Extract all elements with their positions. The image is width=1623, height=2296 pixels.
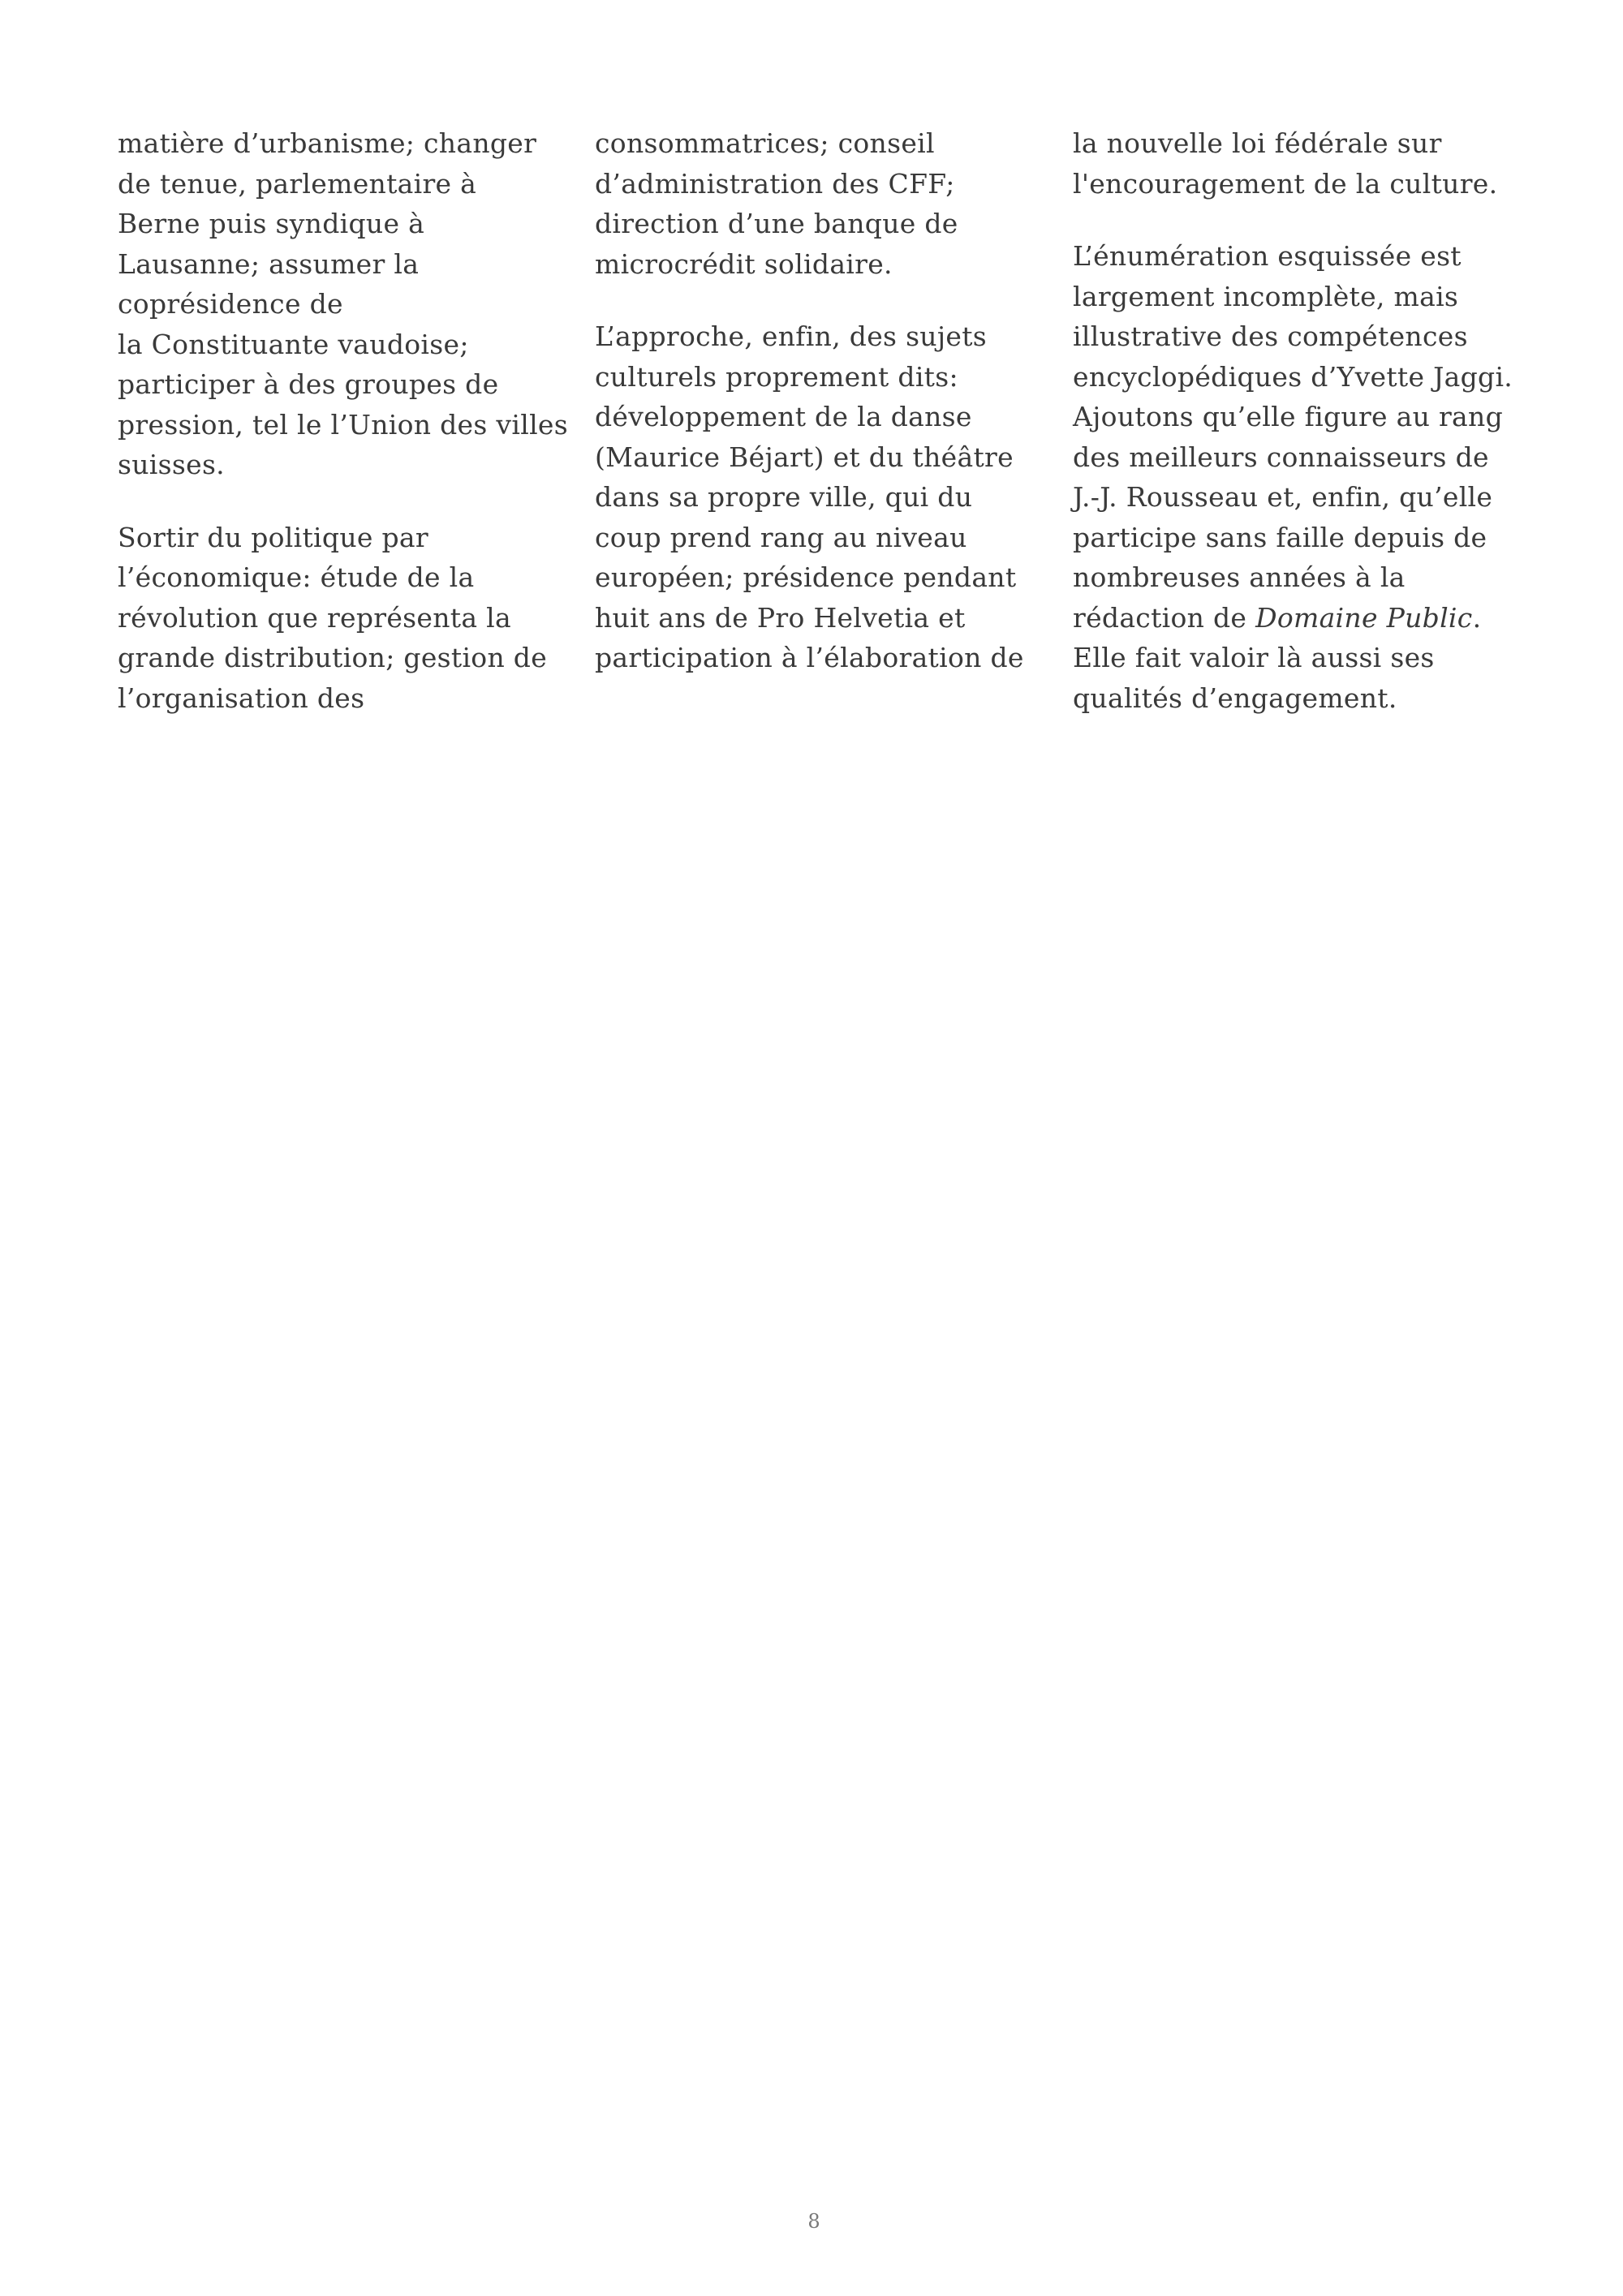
text-line: culturels proprement dits: [595, 360, 958, 393]
text-line: largement incomplète, mais [1073, 280, 1459, 312]
text-line: de tenue, parlementaire à [118, 167, 477, 200]
text-line: nombreuses années à la [1073, 561, 1406, 593]
text-line: des meilleurs connaisseurs de [1073, 441, 1489, 473]
text-line: Ajoutons qu’elle figure au rang [1073, 401, 1504, 432]
text-line: participation à l’élaboration de [595, 642, 1024, 673]
text-column-1 [118, 123, 572, 750]
text-line: dans sa propre ville, qui du [595, 481, 973, 513]
text-line: illustrative des compétences [1073, 320, 1468, 352]
text-line: pression, tel le l’Union des villes [118, 408, 568, 441]
paragraph [1073, 236, 1527, 718]
text-line: révolution que représenta la [118, 601, 511, 634]
text-line: Sortir du politique par [118, 521, 428, 553]
text-line: qualités d’engagement. [1073, 681, 1397, 714]
text-column-2 [595, 123, 1033, 711]
text-line: huit ans de Pro Helvetia et [595, 601, 966, 634]
text-line: participe sans faille depuis de [1073, 521, 1487, 553]
text-line: grande distribution; gestion de [118, 642, 548, 673]
text-line: matière d’urbanisme; changer [118, 127, 537, 159]
text-line: direction d’une banque de [595, 208, 958, 239]
text-line: l’organisation des [118, 681, 365, 714]
text-column-3 [1073, 123, 1527, 750]
text-line: participer à des groupes de [118, 368, 499, 400]
text-line: la Constituante vaudoise; [118, 328, 469, 360]
text-line: européen; présidence pendant [595, 561, 1017, 593]
text-line: l'encouragement de la culture. [1073, 167, 1498, 200]
paragraph [595, 123, 1033, 284]
text-fragment: . [1472, 601, 1482, 634]
text-line: encyclopédiques d’Yvette Jaggi. [1073, 360, 1513, 393]
text-line: coprésidence de [118, 288, 343, 320]
paragraph [118, 518, 572, 719]
text-line: microcrédit solidaire. [595, 247, 893, 280]
text-line: consommatrices; conseil [595, 127, 935, 159]
text-line: (Maurice Béjart) et du théâtre [595, 441, 1014, 473]
text-line: Elle fait valoir là aussi ses [1073, 642, 1435, 673]
text-line: J.-J. Rousseau et, enfin, qu’elle [1073, 481, 1493, 513]
text-line: suisses. [118, 449, 225, 480]
text-line: la nouvelle loi fédérale sur [1073, 127, 1442, 159]
text-fragment: rédaction de [1073, 601, 1256, 634]
text-line: coup prend rang au niveau [595, 521, 967, 553]
text-line: L’énumération esquissée est [1073, 240, 1462, 272]
text-line: L’approche, enfin, des sujets [595, 320, 988, 352]
paragraph [118, 123, 572, 485]
text-line: Lausanne; assumer la [118, 247, 420, 280]
text-line: d’administration des CFF; [595, 167, 955, 200]
text-line: l’économique: étude de la [118, 561, 475, 593]
paragraph [595, 316, 1033, 678]
italic-title: Domaine Public [1255, 601, 1473, 634]
text-line: Berne puis syndique à [118, 208, 425, 239]
page-number: 8 [807, 2210, 820, 2233]
text-line: développement de la danse [595, 401, 972, 432]
paragraph [1073, 123, 1527, 204]
text-line-with-italic [1073, 598, 1527, 638]
